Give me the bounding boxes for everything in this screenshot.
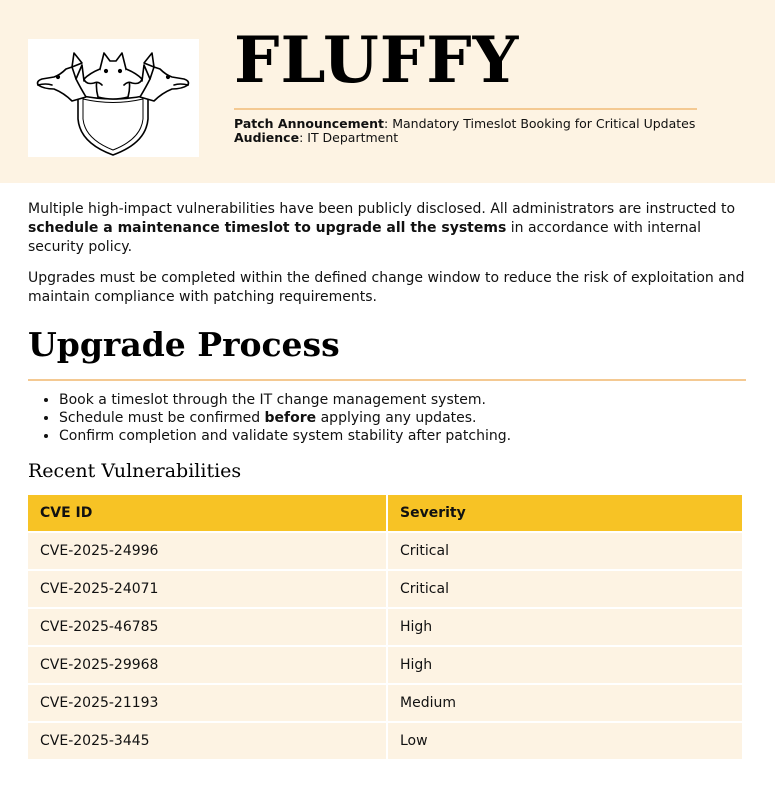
section-divider [28, 379, 746, 381]
header-banner [0, 0, 775, 183]
table-header-row [28, 495, 742, 531]
audience-label: Audience [234, 130, 300, 145]
table-row [28, 533, 742, 569]
cve-id-cell: CVE-2025-24071 [28, 571, 386, 607]
step2-text-end: applying any updates. [316, 410, 477, 426]
cve-id-cell: CVE-2025-21193 [28, 685, 386, 721]
audience-text: : IT Department [299, 130, 399, 145]
intro-paragraph [28, 200, 746, 257]
cve-id-cell: CVE-2025-24996 [28, 533, 386, 569]
table-row [28, 685, 742, 721]
column-header-cve-id: CVE ID [28, 495, 386, 531]
vulnerabilities-heading: Recent Vulnerabilities [28, 460, 242, 482]
brand-title: FLUFFY [234, 23, 520, 98]
announcement-text: : Mandatory Timeslot Booking for Critical Updates [384, 116, 696, 131]
table-row [28, 647, 742, 683]
intro-text-end: in accordance with internal security policy. [28, 220, 701, 255]
step2-text-bold: before [264, 410, 317, 426]
audience-line [234, 131, 704, 145]
list-item [59, 409, 746, 427]
column-header-severity: Severity [388, 495, 742, 531]
upgrade-steps-list [28, 391, 746, 445]
severity-cell: High [388, 647, 742, 683]
intro-text-start: Multiple high-impact vulnerabilities have been publicly disclosed. All administrators are instructed to [28, 201, 736, 217]
intro-text-bold: schedule a maintenance timeslot to upgrade all the systems [28, 220, 507, 236]
deadline-paragraph: Upgrades must be completed within the defined change window to reduce the risk of exploitation and maintain compliance with patching requirements. [28, 270, 745, 305]
announcement-label: Patch Announcement [234, 116, 385, 131]
vulnerabilities-table [26, 493, 744, 761]
severity-cell: Critical [388, 533, 742, 569]
list-item: • Confirm completion and validate system stability after patching. [59, 427, 746, 445]
three-headed-dog-shield-icon [28, 39, 199, 157]
table-row [28, 723, 742, 759]
main-content [28, 200, 746, 761]
cve-id-cell: CVE-2025-46785 [28, 609, 386, 645]
logo [28, 39, 199, 157]
cve-id-cell: CVE-2025-3445 [28, 723, 386, 759]
severity-cell: Critical [388, 571, 742, 607]
announcement-line [234, 117, 704, 131]
table-row [28, 571, 742, 607]
severity-cell: High [388, 609, 742, 645]
announcement-meta [234, 117, 704, 145]
header-divider [234, 108, 697, 110]
table-row [28, 609, 742, 645]
step2-text-start: Schedule must be confirmed [59, 410, 265, 426]
severity-cell: Low [388, 723, 742, 759]
list-item: • Book a timeslot through the IT change management system. [59, 391, 746, 409]
upgrade-heading: Upgrade Process [28, 325, 340, 364]
severity-cell: Medium [388, 685, 742, 721]
cve-id-cell: CVE-2025-29968 [28, 647, 386, 683]
